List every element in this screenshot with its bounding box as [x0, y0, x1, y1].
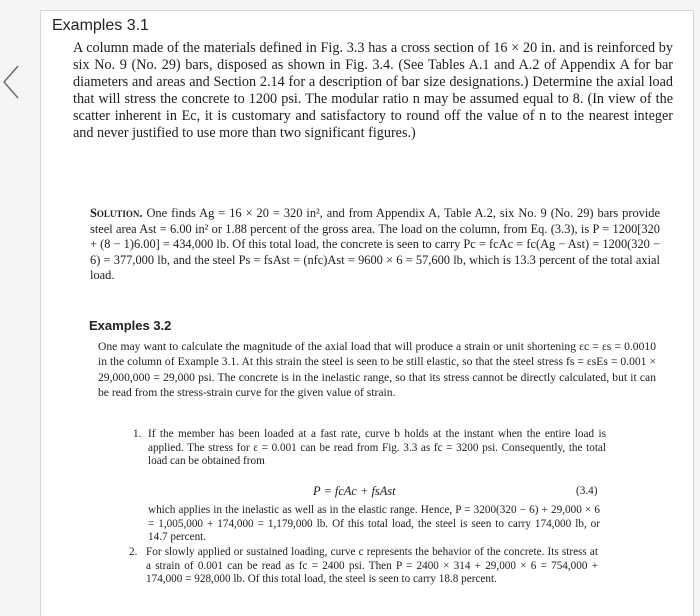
equation-number: (3.4): [576, 485, 598, 497]
solution-label: Solution.: [90, 206, 143, 220]
solution-text: One finds Ag = 16 × 20 = 320 in², and from Appendix A, Table A.2, six No. 9 (No. 29) bars provide steel area Ast = 6.00 in² or 1.88 percent of the gross area. The load on the column, from Eq. (3.3), is P = 1200[320 + (8 − 1)6.00] = 434,000 lb. Of this total load, the concrete is seen to carry Pc = fcAc = fc(Ag − Ast) = 1200(320 − 6) = 377,000 lb, and the steel Ps = fsAst = (nfc)Ast = 9600 × 6 = 57,600 lb, which is 13.3 percent of the total axial load.: [90, 206, 660, 283]
item-text: For slowly applied or sustained loading, curve c represents the behavior of the concrete. Its stress at a strain of 0.001 can be read as fc = 2400 psi. Then P = 2400 × 314 + 29,000 × 6 = 754,000 + 174,000 = 928,000 lb. Of this total load, the steel is seen to carry 18.8 percent.: [146, 546, 598, 586]
item-number: 2.: [129, 546, 138, 558]
example-2-intro: One may want to calculate the magnitude of the axial load that will produce a strain or unit shortening εc = εs = 0.0010 in the column of Example 3.1. At this strain the steel is seen to be still elastic, so that the steel stress fs = εsEs = 0.001 × 29,000,000 = 29,000 psi. The concrete is in the inelastic range, so that its stress cannot be directly calculated, but it can be read from the stress-strain curve for the given value of strain.: [98, 340, 656, 399]
equation: P = fcAc + fsAst: [313, 484, 396, 498]
item-text: If the member has been loaded at a fast rate, curve b holds at the instant when the entire load is applied. The stress for ε = 0.001 can be read from Fig. 3.3 as fc = 3200 psi. Consequently, the total load can be obtained from: [148, 428, 606, 468]
problem-statement: A column made of the materials defined in Fig. 3.3 has a cross section of 16 × 20 in. and is reinforced by six No. 9 (No. 29) bars, disposed as shown in Fig. 3.4. (See Tables A.1 and A.2 of Appendix A for bar diameters and areas and Section 2.14 for a description of bar size designations.) Determine the axial load that will stress the concrete to 1200 psi. The modular ratio n may be assumed equal to 8. (In view of the scatter inherent in Ec, it is customary and satisfactory to round off the value of n to the nearest integer and never justified to use more than two significant figures.): [73, 40, 673, 141]
example-heading: Examples 3.1: [52, 17, 149, 34]
example-2-heading: Examples 3.2: [89, 318, 172, 333]
back-chevron-icon[interactable]: [0, 62, 22, 102]
item-continuation: which applies in the inelastic as well as in the elastic range. Hence, P = 3200(320 − 6) + 29,000 × 6 = 1,005,000 + 174,000 = 1,179,000 lb. Of this total load, the steel is seen to carry 174,000 lb, or 14.7 percent.: [148, 504, 600, 544]
solution-paragraph: [90, 206, 660, 284]
item-number: 1.: [133, 428, 142, 440]
